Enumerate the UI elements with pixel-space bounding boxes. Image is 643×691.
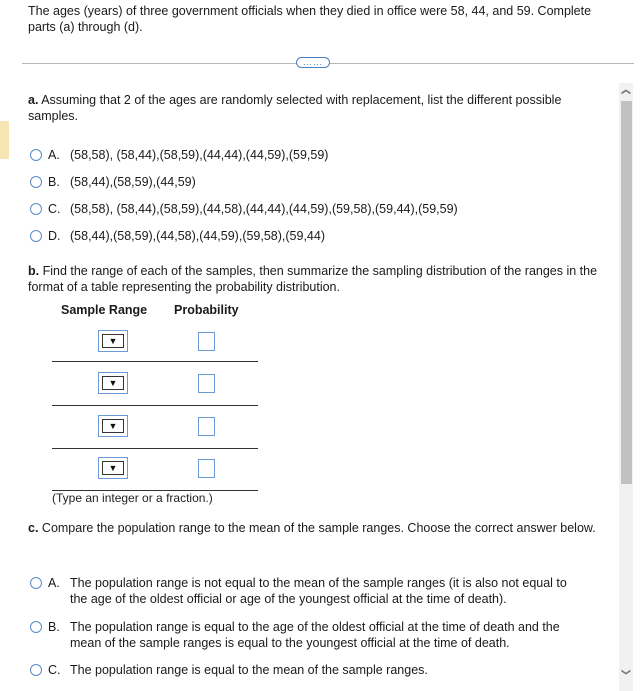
part-c-option-b[interactable] bbox=[30, 619, 560, 651]
part-a-text: Assuming that 2 of the ages are randomly selected with replacement, list the different possible samples. bbox=[28, 93, 562, 123]
input-hint: (Type an integer or a fraction.) bbox=[52, 491, 213, 505]
option-line-2: the age of the oldest official or age of the youngest official at the time of death). bbox=[70, 592, 507, 606]
option-line-1: The population range is not equal to the mean of the sample ranges (it is also not equal to bbox=[70, 576, 567, 590]
part-a-option-a[interactable] bbox=[30, 147, 328, 163]
probability-input-3[interactable] bbox=[198, 417, 215, 436]
option-letter: B. bbox=[48, 175, 60, 189]
problem-intro: The ages (years) of three government officials when they died in office were 58, 44, and 59. Complete parts (a) through (d). bbox=[28, 4, 592, 34]
option-letter: A. bbox=[48, 148, 60, 162]
scroll-up-arrow-icon[interactable]: ❮ bbox=[621, 88, 632, 96]
option-letter: C. bbox=[48, 663, 61, 677]
dropdown-arrow-icon: ▼ bbox=[102, 376, 124, 390]
part-b-label: b. bbox=[28, 264, 40, 278]
option-letter: B. bbox=[48, 620, 60, 634]
column-header-probability: Probability bbox=[174, 303, 239, 317]
table-row-divider bbox=[52, 448, 258, 449]
table-row-divider bbox=[52, 405, 258, 406]
part-c-label: c. bbox=[28, 521, 39, 535]
probability-input-4[interactable] bbox=[198, 459, 215, 478]
part-a-option-d[interactable] bbox=[30, 228, 325, 244]
radio-icon[interactable] bbox=[30, 203, 42, 215]
scrollbar-thumb[interactable] bbox=[621, 101, 632, 484]
option-text: (58,58), (58,44),(58,59),(44,58),(44,44),(44,59),(59,58),(59,44),(59,59) bbox=[70, 202, 458, 216]
radio-icon[interactable] bbox=[30, 577, 42, 589]
dropdown-arrow-icon: ▼ bbox=[102, 461, 124, 475]
option-letter: C. bbox=[48, 202, 61, 216]
sample-range-dropdown-4[interactable] bbox=[98, 457, 128, 479]
radio-icon[interactable] bbox=[30, 230, 42, 242]
option-text bbox=[70, 619, 560, 651]
option-text: (58,44),(58,59),(44,58),(44,59),(59,58),(59,44) bbox=[70, 229, 325, 243]
option-line-2: mean of the sample ranges is equal to the youngest official at the time of death. bbox=[70, 636, 510, 650]
part-a-option-b[interactable] bbox=[30, 174, 196, 190]
sample-range-dropdown-1[interactable] bbox=[98, 330, 128, 352]
question-marker bbox=[0, 121, 9, 159]
sample-range-dropdown-3[interactable] bbox=[98, 415, 128, 437]
radio-icon[interactable] bbox=[30, 621, 42, 633]
option-text: The population range is equal to the mean of the sample ranges. bbox=[70, 663, 428, 677]
part-a-question bbox=[28, 92, 608, 124]
sample-range-dropdown-2[interactable] bbox=[98, 372, 128, 394]
part-b-question bbox=[28, 263, 608, 295]
option-letter: D. bbox=[48, 229, 61, 243]
part-b-text: Find the range of each of the samples, then summarize the sampling distribution of the ranges in the format of a table representing the probability distribution. bbox=[28, 264, 598, 294]
part-a-option-c[interactable] bbox=[30, 201, 458, 217]
radio-icon[interactable] bbox=[30, 664, 42, 676]
part-c-text: Compare the population range to the mean of the sample ranges. Choose the correct answer below. bbox=[38, 521, 596, 535]
part-c-question bbox=[28, 520, 608, 536]
part-a-label: a. bbox=[28, 93, 39, 107]
radio-icon[interactable] bbox=[30, 176, 42, 188]
option-line-1: The population range is equal to the age of the oldest official at the time of death and the bbox=[70, 620, 560, 634]
option-text bbox=[70, 575, 567, 607]
dropdown-arrow-icon: ▼ bbox=[102, 334, 124, 348]
scroll-down-arrow-icon[interactable]: ❯ bbox=[621, 668, 632, 676]
option-text: (58,58), (58,44),(58,59),(44,44),(44,59),(59,59) bbox=[70, 148, 329, 162]
dropdown-arrow-icon: ▼ bbox=[102, 419, 124, 433]
part-c-option-a[interactable] bbox=[30, 575, 567, 607]
probability-input-2[interactable] bbox=[198, 374, 215, 393]
radio-icon[interactable] bbox=[30, 149, 42, 161]
part-c-option-c[interactable] bbox=[30, 662, 428, 678]
column-header-sample-range: Sample Range bbox=[61, 303, 148, 317]
probability-input-1[interactable] bbox=[198, 332, 215, 351]
option-letter: A. bbox=[48, 576, 60, 590]
table-row-divider bbox=[52, 361, 258, 362]
option-text: (58,44),(58,59),(44,59) bbox=[70, 175, 196, 189]
expand-more-button[interactable]: …… bbox=[296, 57, 330, 68]
